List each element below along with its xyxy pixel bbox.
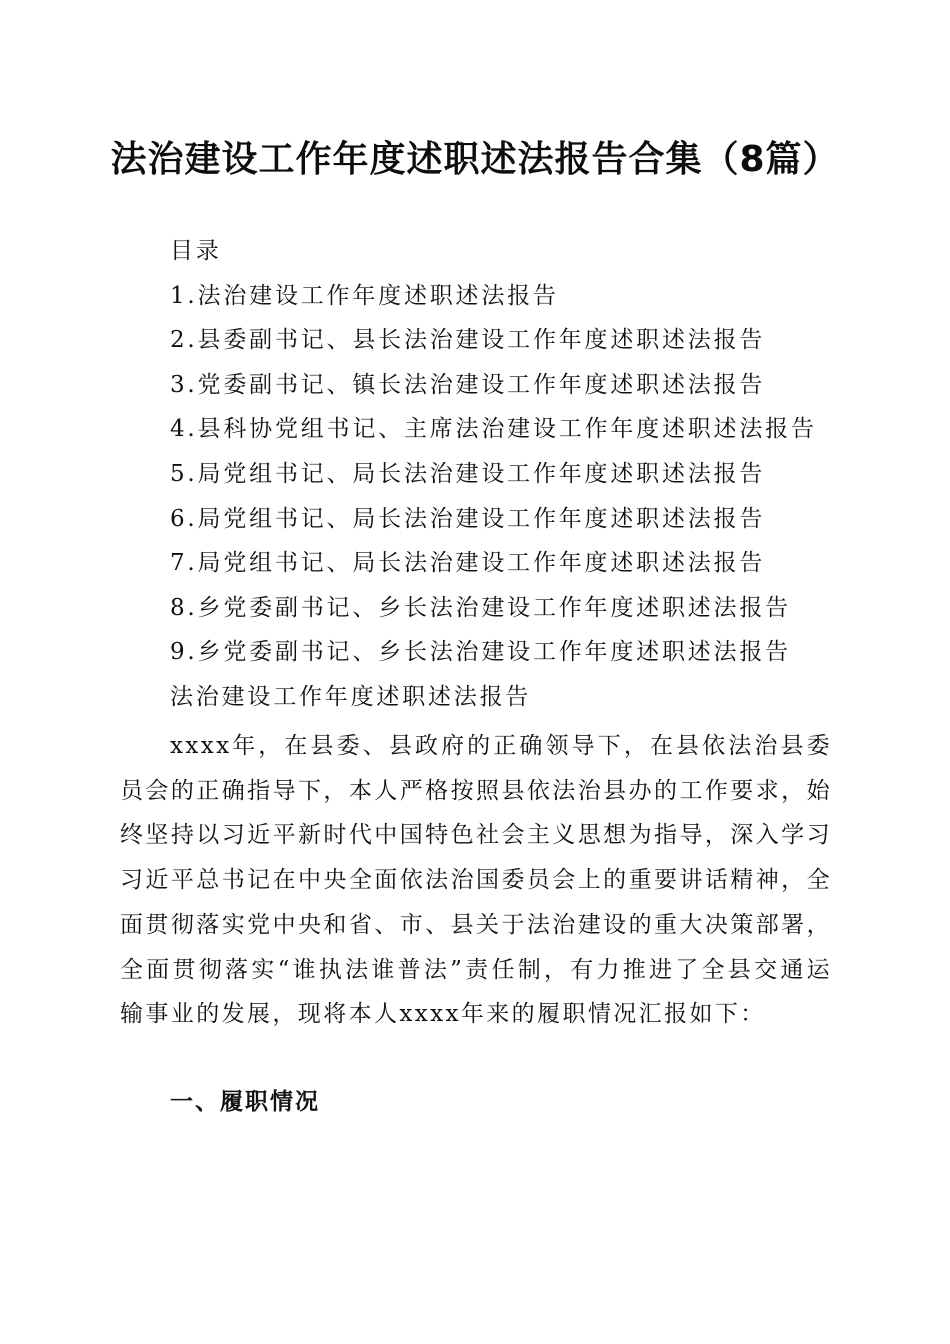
toc-item: 8.乡党委副书记、乡长法治建设工作年度述职述法报告: [170, 594, 791, 621]
section-heading: 一、履职情况: [170, 1089, 320, 1115]
toc-item: 2.县委副书记、县长法治建设工作年度述职述法报告: [170, 327, 766, 354]
toc-item: 1.法治建设工作年度述职述法报告: [170, 282, 559, 309]
table-of-contents: [170, 229, 870, 720]
toc-item: 6.局党组书记、局长法治建设工作年度述职述法报告: [170, 505, 766, 532]
toc-item: 9.乡党委副书记、乡长法治建设工作年度述职述法报告: [170, 639, 791, 666]
report-title: 法治建设工作年度述职述法报告: [170, 683, 532, 710]
toc-item: 3.党委副书记、镇长法治建设工作年度述职述法报告: [170, 371, 766, 398]
intro-paragraph: xxxx年，在县委、县政府的正确领导下，在县依法治县委员会的正确指导下，本人严格按照县依法治县办的工作要求，始终坚持以习近平新时代中国特色社会主义思想为指导，深入学习习近平总书记在中央全面依法治国委员会上的重要讲话精神，全面贯彻落实党中央和省、市、县关于法治建设的重大决策部署，全面贯彻落实“谁执法谁普法”责任制，有力推进了全县交通运输事业的发展，现将本人xxxx年来的履职情况汇报如下：: [120, 733, 832, 1028]
document-title: 法治建设工作年度述职述法报告合集（8篇）: [110, 139, 840, 180]
toc-item: 7.局党组书记、局长法治建设工作年度述职述法报告: [170, 550, 766, 577]
toc-item: 5.局党组书记、局长法治建设工作年度述职述法报告: [170, 460, 766, 487]
toc-item: 4.县科协党组书记、主席法治建设工作年度述职述法报告: [170, 416, 817, 443]
toc-heading: 目录: [170, 238, 222, 264]
